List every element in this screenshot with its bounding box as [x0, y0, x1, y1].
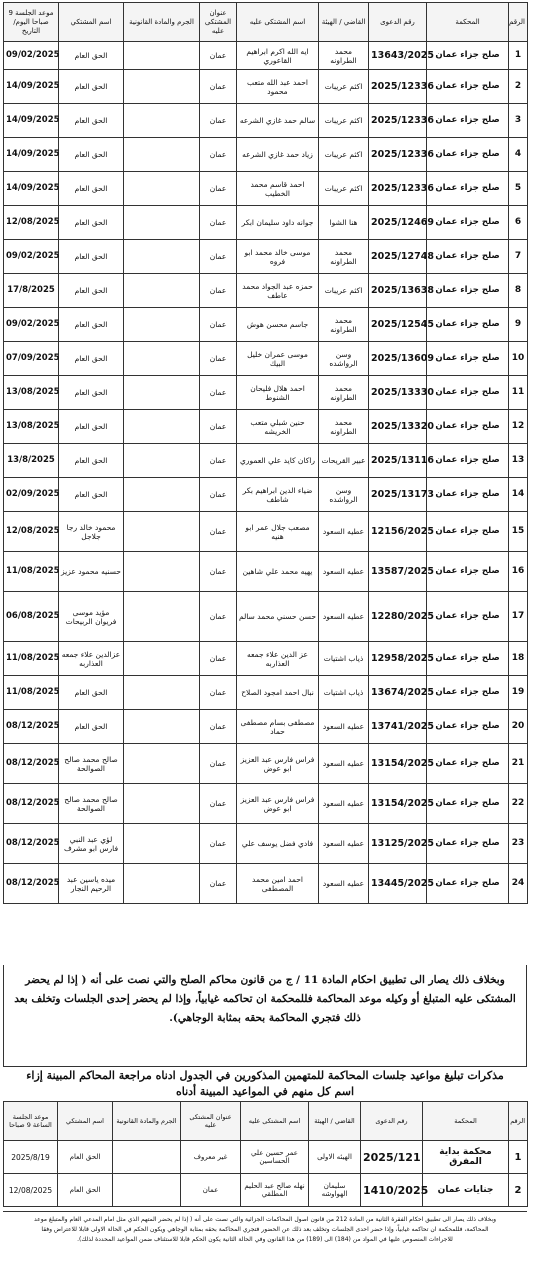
table-row: [4, 744, 528, 784]
footnote-line-1: وبخلاف ذلك يصار الى تطبيق احكام الفقرة الثانية من المادة 212 من قانون اصول المحاكمات الجزائية والتي نصت على أنه ( إذا لم يحضر المتهم الذي مثل امام المدعي العام والمتبلغ موعد: [33, 1216, 497, 1223]
table-row: [4, 784, 528, 824]
cell-address: عمان: [200, 676, 237, 710]
cell-address: عمان: [200, 784, 237, 824]
cell-num: 14: [509, 478, 528, 512]
cell-address: عمان: [200, 274, 237, 308]
cell-address: عمان: [200, 342, 237, 376]
cell-defendant: فراس فارس عبد العزيز ابو عوض: [237, 784, 319, 824]
cell-complainant: الحق العام: [59, 138, 124, 172]
cell-complainant: الحق العام: [59, 676, 124, 710]
table-row: [4, 274, 528, 308]
cell-address: عمان: [200, 410, 237, 444]
notice-line-3: ذلك فتجري المحاكمة بحقه بمثابة الوجاهي).: [169, 1012, 361, 1024]
cell-judge: وسن الرواشده: [319, 342, 369, 376]
cell-judge: محمد الطراونه: [319, 308, 369, 342]
cell-case: 12958/2025: [369, 642, 427, 676]
cell-date: 02/09/2025: [4, 478, 59, 512]
cell-case: 12280/2025: [369, 592, 427, 642]
cell-defendant: احمد امين محمد المصطفى: [237, 864, 319, 904]
header-offense: الجرم والمادة القانونية: [124, 3, 200, 42]
cell-num: 18: [509, 642, 528, 676]
cell-court: صلح جزاء عمان: [427, 592, 509, 642]
cell-complainant: الحق العام: [59, 206, 124, 240]
cell-court: جنايات عمان: [423, 1174, 509, 1207]
cell-address: عمان: [200, 138, 237, 172]
cell-date: 08/12/2025: [4, 710, 59, 744]
table-row: [4, 592, 528, 642]
cell-num: 13: [509, 444, 528, 478]
cell-complainant: الحق العام: [59, 104, 124, 138]
cell-offense: [113, 1141, 181, 1174]
table-row: [4, 172, 528, 206]
header-address: عنوان المشتكى عليه: [200, 3, 237, 42]
cell-address: عمان: [200, 744, 237, 784]
cell-date: 07/09/2025: [4, 342, 59, 376]
header-num: الرقم: [509, 3, 528, 42]
cell-offense: [124, 642, 200, 676]
cell-case: 2025/13609: [369, 342, 427, 376]
table-row: [4, 376, 528, 410]
cell-num: 20: [509, 710, 528, 744]
table-row: [4, 342, 528, 376]
cell-offense: [124, 592, 200, 642]
cell-case: 13643/2025: [369, 42, 427, 70]
table-row: [4, 444, 528, 478]
table-row: [4, 676, 528, 710]
cell-date: 11/08/2025: [4, 552, 59, 592]
table-row: [4, 206, 528, 240]
cell-num: 6: [509, 206, 528, 240]
table-row: [4, 824, 528, 864]
section2-heading: [3, 1068, 527, 1100]
cell-defendant: نبال احمد امجود الصلاح: [237, 676, 319, 710]
header-num: الرقم: [509, 1102, 528, 1141]
criminal-hearings-table: [3, 1101, 528, 1207]
cell-case: 13154/2025: [369, 744, 427, 784]
cell-date: 17/8/2025: [4, 274, 59, 308]
table-row: [4, 478, 528, 512]
main-hearings-table: [3, 2, 528, 904]
cell-case: 2025/12336: [369, 104, 427, 138]
cell-offense: [124, 676, 200, 710]
cell-judge: عطيه السعود: [319, 864, 369, 904]
cell-defendant: جوانه داود سليمان ابكر: [237, 206, 319, 240]
cell-address: عمان: [200, 376, 237, 410]
cell-judge: اكثم عريبات: [319, 138, 369, 172]
cell-num: 24: [509, 864, 528, 904]
cell-defendant: مصعب جلال عمر ابو هنيه: [237, 512, 319, 552]
cell-num: 1: [509, 42, 528, 70]
cell-case: 2025/13638: [369, 274, 427, 308]
section2-heading-line-1: مذكرات تبليغ مواعيد جلسات المحاكمة للمتهمين المذكورين في الجدول ادناه مراجعة المحاكم المبينة إزاء: [26, 1069, 504, 1082]
header-offense: الجرم والمادة القانونية: [113, 1102, 181, 1141]
cell-court: صلح جزاء عمان: [427, 172, 509, 206]
cell-judge: محمد الطراونه: [319, 240, 369, 274]
table-row: [4, 642, 528, 676]
cell-judge: اكثم عريبات: [319, 172, 369, 206]
cell-judge: ذياب اشتيات: [319, 642, 369, 676]
cell-num: 15: [509, 512, 528, 552]
cell-defendant: حنين شبلي متعب الخريشه: [237, 410, 319, 444]
cell-date: 08/12/2025: [4, 784, 59, 824]
cell-case: 1410/2025: [361, 1174, 423, 1207]
cell-offense: [124, 104, 200, 138]
cell-court: صلح جزاء عمان: [427, 864, 509, 904]
cell-offense: [124, 308, 200, 342]
cell-num: 3: [509, 104, 528, 138]
cell-address: عمان: [200, 592, 237, 642]
cell-complainant: صالح محمد صالح الصوالحة: [59, 784, 124, 824]
table-row: [4, 70, 528, 104]
cell-offense: [124, 824, 200, 864]
cell-judge: هنا الشوا: [319, 206, 369, 240]
cell-court: صلح جزاء عمان: [427, 274, 509, 308]
second-table-header-row: [4, 1102, 528, 1141]
cell-judge: عطيه السعود: [319, 744, 369, 784]
cell-complainant: الحق العام: [59, 710, 124, 744]
table-row: [4, 42, 528, 70]
cell-address: عمان: [200, 172, 237, 206]
cell-defendant: حمزه عبد الجواد محمد عاطف: [237, 274, 319, 308]
cell-complainant: الحق العام: [59, 308, 124, 342]
cell-offense: [113, 1174, 181, 1207]
header-address: عنوان المشتكى عليه: [181, 1102, 241, 1141]
cell-num: 23: [509, 824, 528, 864]
cell-address: عمان: [200, 512, 237, 552]
cell-date: 06/08/2025: [4, 592, 59, 642]
cell-num: 21: [509, 744, 528, 784]
cell-court: محكمة بداية المفرق: [423, 1141, 509, 1174]
cell-complainant: الحق العام: [58, 1141, 113, 1174]
cell-offense: [124, 342, 200, 376]
cell-address: عمان: [200, 864, 237, 904]
cell-case: 2025/12545: [369, 308, 427, 342]
cell-offense: [124, 478, 200, 512]
cell-date: 13/08/2025: [4, 376, 59, 410]
cell-offense: [124, 172, 200, 206]
header-court: المحكمة: [423, 1102, 509, 1141]
cell-num: 22: [509, 784, 528, 824]
cell-date: 14/09/2025: [4, 138, 59, 172]
cell-court: صلح جزاء عمان: [427, 744, 509, 784]
cell-defendant: فراس فارس عبد العزيز ابو عوض: [237, 744, 319, 784]
cell-defendant: عز الدين علاء جمعه العذاربه: [237, 642, 319, 676]
cell-num: 17: [509, 592, 528, 642]
cell-case: 13587/2025: [369, 552, 427, 592]
table-row: [4, 512, 528, 552]
cell-case: 2025/12336: [369, 172, 427, 206]
cell-defendant: سالم حمد غازي الشرعه: [237, 104, 319, 138]
header-date: موعد الجلسة 9 صباحا اليوم/التاريخ: [4, 3, 59, 42]
cell-complainant: لؤي عبد النبي فارس ابو مشرف: [59, 824, 124, 864]
notice-line-2: المشتكى عليه المتبلغ أو وكيله موعد المحاكمة فللمحكمة ان تحاكمه غيابياً، وإذا لم يحضر إحدى الجلسات وتخلف بعد: [14, 993, 516, 1005]
cell-court: صلح جزاء عمان: [427, 552, 509, 592]
header-complainant: اسم المشتكي: [59, 3, 124, 42]
cell-defendant: موسى خالد محمد ابو فروه: [237, 240, 319, 274]
cell-judge: عطيه السعود: [319, 784, 369, 824]
footnote-line-2: المحاكمة، فللمحكمة ان تحاكمه غيابياً، وإذا حضر احدى الجلسات وتخلف بعد ذلك عن الحضور فتجري المحاكمة بحقه بمثابة الوجاهي ويكون الحكم في الحالة الاولى قابلا للاعتراض وفقا: [41, 1226, 489, 1233]
cell-date: 12/08/2025: [4, 1174, 58, 1207]
cell-court: صلح جزاء عمان: [427, 342, 509, 376]
header-case: رقم الدعوى: [369, 3, 427, 42]
cell-court: صلح جزاء عمان: [427, 308, 509, 342]
cell-defendant: نهله صالح عبد الحليم المطلقي: [241, 1174, 309, 1207]
cell-case: 13125/2025: [369, 824, 427, 864]
cell-case: 12156/2025: [369, 512, 427, 552]
cell-complainant: الحق العام: [59, 342, 124, 376]
cell-court: صلح جزاء عمان: [427, 410, 509, 444]
cell-court: صلح جزاء عمان: [427, 710, 509, 744]
cell-complainant: الحق العام: [59, 478, 124, 512]
cell-date: 11/08/2025: [4, 676, 59, 710]
cell-address: عمان: [200, 70, 237, 104]
header-judge: القاضي / الهيئة: [309, 1102, 361, 1141]
cell-court: صلح جزاء عمان: [427, 240, 509, 274]
cell-judge: وسن الرواشده: [319, 478, 369, 512]
cell-offense: [124, 274, 200, 308]
cell-complainant: الحق العام: [59, 410, 124, 444]
cell-date: 13/8/2025: [4, 444, 59, 478]
cell-num: 11: [509, 376, 528, 410]
cell-date: 14/09/2025: [4, 172, 59, 206]
cell-num: 9: [509, 308, 528, 342]
cell-address: عمان: [200, 104, 237, 138]
cell-defendant: زياد حمد غازي الشرعه: [237, 138, 319, 172]
cell-num: 8: [509, 274, 528, 308]
cell-complainant: الحق العام: [59, 70, 124, 104]
cell-court: صلح جزاء عمان: [427, 376, 509, 410]
cell-offense: [124, 864, 200, 904]
header-case: رقم الدعوى: [361, 1102, 423, 1141]
cell-judge: عطيه السعود: [319, 592, 369, 642]
cell-address: عمان: [200, 710, 237, 744]
cell-defendant: احمد عبد الله متعب محمود: [237, 70, 319, 104]
cell-defendant: ايه الله اكرم ابراهيم القاعوري: [237, 42, 319, 70]
cell-date: 14/09/2025: [4, 70, 59, 104]
table-row: [4, 138, 528, 172]
cell-defendant: عمر حسين علي الحساسين: [241, 1141, 309, 1174]
cell-court: صلح جزاء عمان: [427, 512, 509, 552]
second-table-body: [4, 1141, 528, 1207]
cell-defendant: احمد هلال فليحان الشنوط: [237, 376, 319, 410]
cell-date: 11/08/2025: [4, 642, 59, 676]
cell-address: عمان: [200, 308, 237, 342]
table-row: [4, 552, 528, 592]
cell-complainant: الحق العام: [59, 444, 124, 478]
cell-case: 2025/12748: [369, 240, 427, 274]
cell-complainant: الحق العام: [59, 172, 124, 206]
cell-offense: [124, 552, 200, 592]
table-row: [4, 710, 528, 744]
cell-offense: [124, 240, 200, 274]
cell-case: 2025/13173: [369, 478, 427, 512]
cell-judge: عطيه السعود: [319, 710, 369, 744]
cell-date: 09/02/2025: [4, 240, 59, 274]
cell-court: صلح جزاء عمان: [427, 784, 509, 824]
cell-address: عمان: [200, 444, 237, 478]
cell-court: صلح جزاء عمان: [427, 824, 509, 864]
cell-date: 08/12/2025: [4, 824, 59, 864]
cell-judge: الهيئه الاولى: [309, 1141, 361, 1174]
cell-num: 16: [509, 552, 528, 592]
cell-num: 5: [509, 172, 528, 206]
cell-num: 19: [509, 676, 528, 710]
cell-address: عمان: [200, 642, 237, 676]
cell-offense: [124, 784, 200, 824]
cell-defendant: مصطفى بسام مصطفى حماد: [237, 710, 319, 744]
cell-case: 13674/2025: [369, 676, 427, 710]
cell-judge: محمد الطراونه: [319, 42, 369, 70]
header-defendant: اسم المشتكى عليه: [241, 1102, 309, 1141]
cell-address: غير معروف: [181, 1141, 241, 1174]
cell-date: 08/12/2025: [4, 864, 59, 904]
cell-num: 2: [509, 1174, 528, 1207]
cell-case: 2025/12336: [369, 70, 427, 104]
cell-complainant: حسنيه محمود عزيز: [59, 552, 124, 592]
cell-num: 10: [509, 342, 528, 376]
cell-date: 12/08/2025: [4, 512, 59, 552]
cell-complainant: الحق العام: [59, 274, 124, 308]
cell-num: 1: [509, 1141, 528, 1174]
cell-court: صلح جزاء عمان: [427, 138, 509, 172]
cell-judge: عطيه السعود: [319, 512, 369, 552]
cell-complainant: عزالدين علاء جمعه العذاربه: [59, 642, 124, 676]
cell-complainant: الحق العام: [59, 376, 124, 410]
notice-line-1: وبخلاف ذلك يصار الى تطبيق احكام المادة 11 / ج من قانون محاكم الصلح والتي نصت على أنه ( إذا لم يحضر: [25, 974, 505, 986]
cell-defendant: موسى عمران خليل البيك: [237, 342, 319, 376]
cell-offense: [124, 138, 200, 172]
cell-judge: عبير القريحات: [319, 444, 369, 478]
cell-offense: [124, 70, 200, 104]
cell-address: عمان: [200, 206, 237, 240]
header-court: المحكمة: [427, 3, 509, 42]
cell-defendant: فادي فضل يوسف علي: [237, 824, 319, 864]
cell-case: 13154/2025: [369, 784, 427, 824]
cell-court: صلح جزاء عمان: [427, 676, 509, 710]
cell-case: 2025/12336: [369, 138, 427, 172]
cell-num: 4: [509, 138, 528, 172]
cell-judge: اكثم عريبات: [319, 104, 369, 138]
cell-defendant: جاسم محسن هوش: [237, 308, 319, 342]
cell-judge: عطيه السعود: [319, 552, 369, 592]
cell-address: عمان: [200, 42, 237, 70]
cell-defendant: احمد قاسم محمد الخطيب: [237, 172, 319, 206]
cell-judge: اكثم عريبات: [319, 70, 369, 104]
cell-num: 7: [509, 240, 528, 274]
table-row: [4, 1174, 528, 1207]
section2-heading-line-2: اسم كل منهم في المواعيد المبينة أدناه: [175, 1085, 355, 1098]
header-complainant: اسم المشتكي: [58, 1102, 113, 1141]
cell-address: عمان: [200, 240, 237, 274]
table-row: [4, 308, 528, 342]
cell-complainant: الحق العام: [58, 1174, 113, 1207]
cell-case: 2025/121: [361, 1141, 423, 1174]
cell-address: عمان: [181, 1174, 241, 1207]
cell-offense: [124, 206, 200, 240]
cell-complainant: مؤيد موسى فريوان الربيحات: [59, 592, 124, 642]
cell-offense: [124, 444, 200, 478]
cell-offense: [124, 42, 200, 70]
cell-defendant: راكان كايد علي العموري: [237, 444, 319, 478]
table-row: [4, 410, 528, 444]
notice-paragraph: [3, 965, 527, 1067]
table-row: [4, 104, 528, 138]
footnote-line-3: للاجراءات المنصوص عليها في المواد من (184) الى (189) من هذا القانون وفي الحالة الثانية يكون الحكم قابلا للاستئناف ضمن المواعيد المحددة لذلك).: [77, 1236, 453, 1243]
cell-address: عمان: [200, 824, 237, 864]
cell-case: 2025/12469: [369, 206, 427, 240]
cell-judge: محمد الطراونه: [319, 376, 369, 410]
cell-num: 12: [509, 410, 528, 444]
cell-case: 13445/2025: [369, 864, 427, 904]
cell-court: صلح جزاء عمان: [427, 642, 509, 676]
cell-court: صلح جزاء عمان: [427, 104, 509, 138]
cell-case: 13741/2025: [369, 710, 427, 744]
cell-defendant: ضياء الدين ابراهيم بكر شاطف: [237, 478, 319, 512]
cell-date: 08/12/2025: [4, 744, 59, 784]
cell-judge: عطيه السعود: [319, 824, 369, 864]
cell-defendant: حسن حسني محمد سالم: [237, 592, 319, 642]
cell-num: 2: [509, 70, 528, 104]
cell-offense: [124, 512, 200, 552]
cell-date: 09/02/2025: [4, 42, 59, 70]
cell-judge: ذياب اشتيات: [319, 676, 369, 710]
cell-judge: اكثم عريبات: [319, 274, 369, 308]
cell-case: 2025/13116: [369, 444, 427, 478]
cell-address: عمان: [200, 478, 237, 512]
cell-complainant: ميده ياسين عبد الرحيم النجار: [59, 864, 124, 904]
header-defendant: اسم المشتكى عليه: [237, 3, 319, 42]
table-row: [4, 864, 528, 904]
table-row: [4, 1141, 528, 1174]
cell-date: 09/02/2025: [4, 308, 59, 342]
cell-case: 2025/13330: [369, 376, 427, 410]
cell-date: 12/08/2025: [4, 206, 59, 240]
cell-offense: [124, 744, 200, 784]
cell-date: 13/08/2025: [4, 410, 59, 444]
cell-date: 2025/8/19: [4, 1141, 58, 1174]
cell-court: صلح جزاء عمان: [427, 70, 509, 104]
cell-complainant: الحق العام: [59, 240, 124, 274]
cell-offense: [124, 376, 200, 410]
cell-judge: محمد الطراونه: [319, 410, 369, 444]
main-table-body: [4, 42, 528, 904]
cell-address: عمان: [200, 552, 237, 592]
cell-judge: سليمان الهواوشه: [309, 1174, 361, 1207]
cell-court: صلح جزاء عمان: [427, 206, 509, 240]
cell-court: صلح جزاء عمان: [427, 42, 509, 70]
cell-case: 2025/13320: [369, 410, 427, 444]
cell-offense: [124, 710, 200, 744]
cell-complainant: صالح محمد صالح الصوالحة: [59, 744, 124, 784]
cell-complainant: محمود خالد رجا جلاجل: [59, 512, 124, 552]
cell-court: صلح جزاء عمان: [427, 478, 509, 512]
footnote-paragraph: [3, 1211, 527, 1273]
main-table-header-row: [4, 3, 528, 42]
cell-offense: [124, 410, 200, 444]
table-row: [4, 240, 528, 274]
cell-court: صلح جزاء عمان: [427, 444, 509, 478]
cell-complainant: الحق العام: [59, 42, 124, 70]
cell-date: 14/09/2025: [4, 104, 59, 138]
header-judge: القاضي / الهيئة: [319, 3, 369, 42]
cell-defendant: يهيه محمد علي شاهين: [237, 552, 319, 592]
header-date: موعد الجلسة الساعة 9 صباحا: [4, 1102, 58, 1141]
